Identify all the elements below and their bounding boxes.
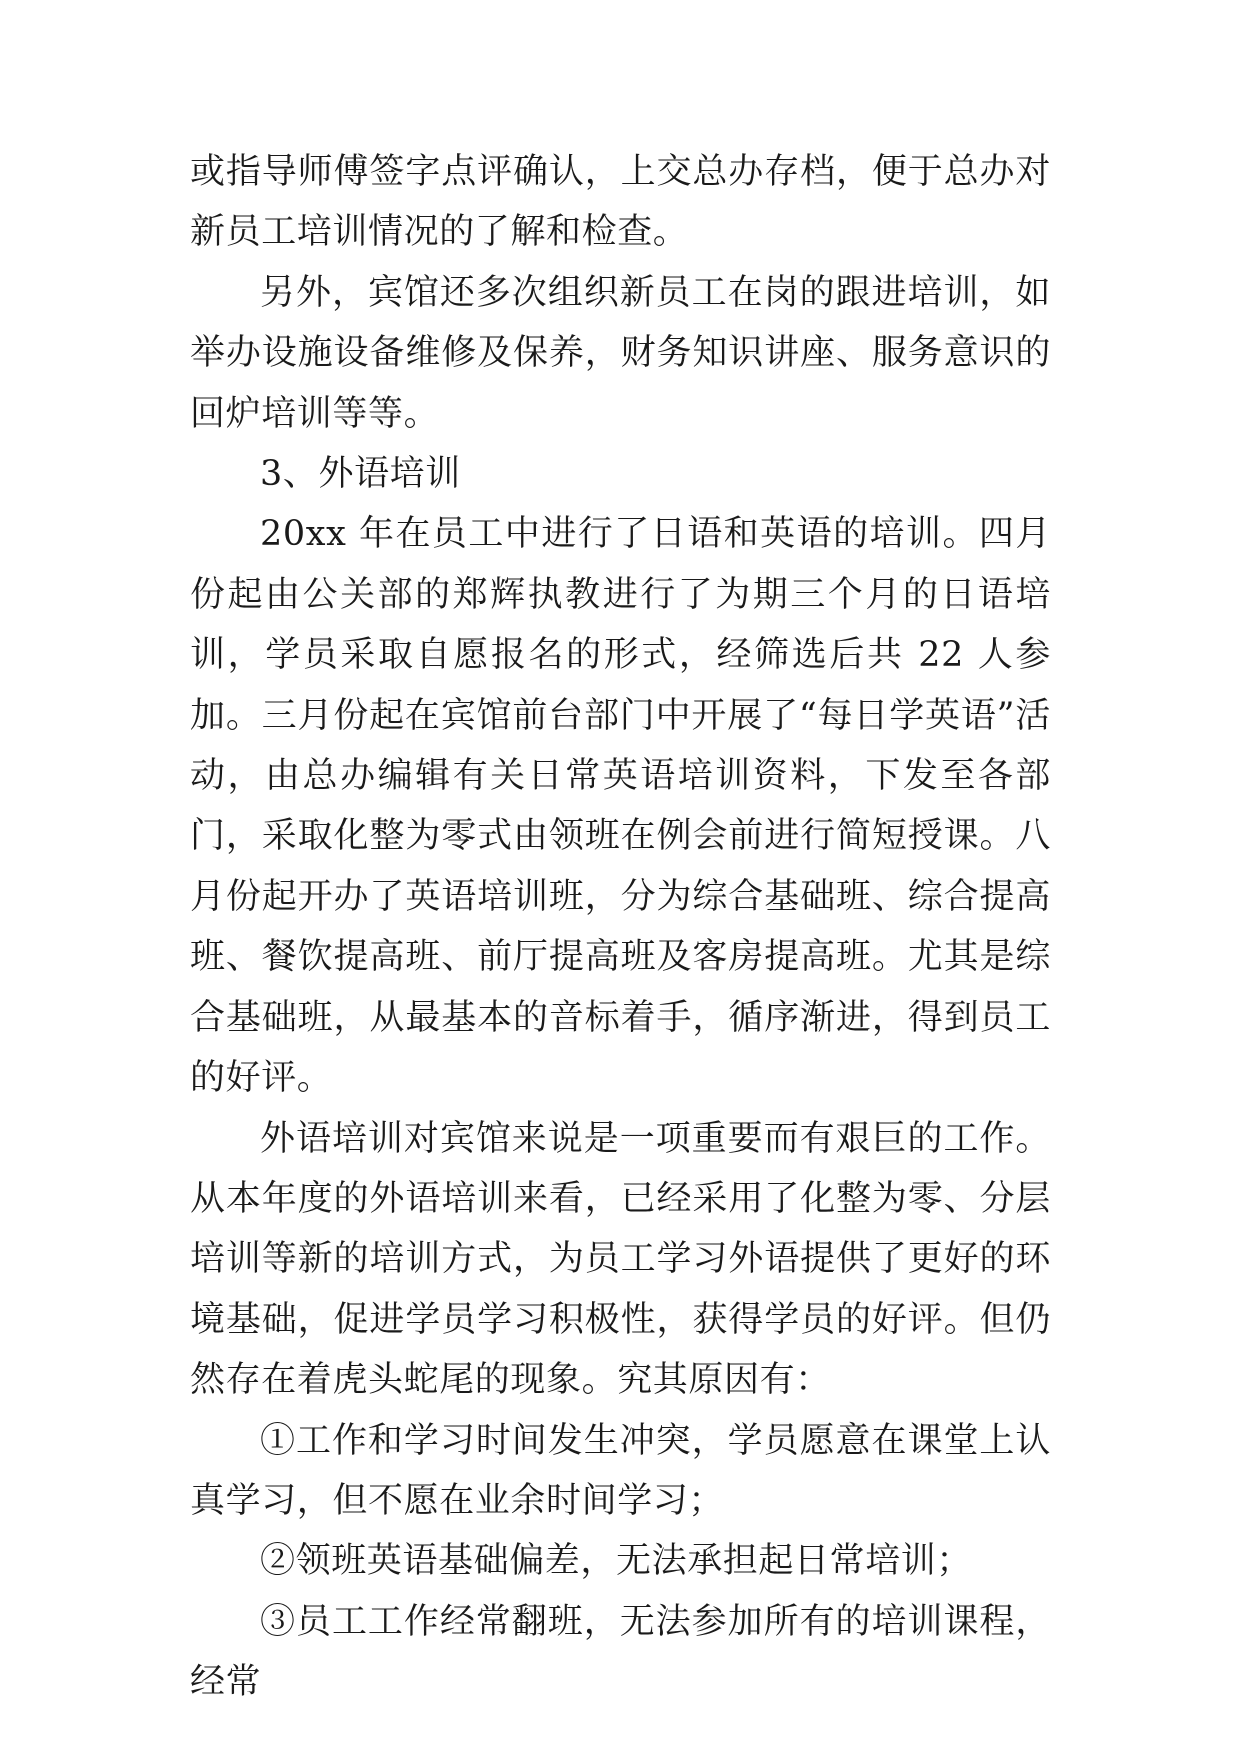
section-heading-foreign-language-training: 3、外语培训 [260, 454, 461, 495]
list-item-reason-3: ③员工工作经常翻班，无法参加所有的培训课程，经常 [190, 1601, 1051, 1703]
list-item-reason-1: ①工作和学习时间发生冲突，学员愿意在课堂上认真学习，但不愿在业余时间学习； [190, 1420, 1051, 1521]
paragraph-continuation: 或指导师傅签字点评确认，上交总办存档，便于总办对新员工培训情况的了解和检查。 [190, 152, 1051, 253]
list-item-reason-2: ②领班英语基础偏差，无法承担起日常培训； [260, 1541, 973, 1582]
paragraph-language-courses: 20xx 年在员工中进行了日语和英语的培训。四月份起由公关部的郑辉执教进行了为期三个月的日语培训，学员采取自愿报名的形式，经筛选后共 22 人参加。三月份起在宾馆前台部门中开展了“每日学英语”活动，由总办编辑有关日常英语培训资料，下发至各部门，采取化整为零式由领班在例会前进行简短授课。八月份起开办了英语培训班，分为综合基础班、综合提高班、餐饮提高班、前厅提高班及客房提高班。尤其是综合基础班，从最基本的音标着手，循序渐进，得到员工的好评。 [190, 514, 1051, 1099]
document-page [190, 142, 1051, 1713]
paragraph-follow-up-training: 另外，宾馆还多次组织新员工在岗的跟进培训，如举办设施设备维修及保养，财务知识讲座、服务意识的回炉培训等等。 [190, 272, 1051, 434]
paragraph-training-assessment: 外语培训对宾馆来说是一项重要而有艰巨的工作。从本年度的外语培训来看，已经采用了化整为零、分层培训等新的培训方式，为员工学习外语提供了更好的环境基础，促进学员学习积极性，获得学员的好评。但仍然存在着虎头蛇尾的现象。究其原因有： [190, 1118, 1051, 1401]
